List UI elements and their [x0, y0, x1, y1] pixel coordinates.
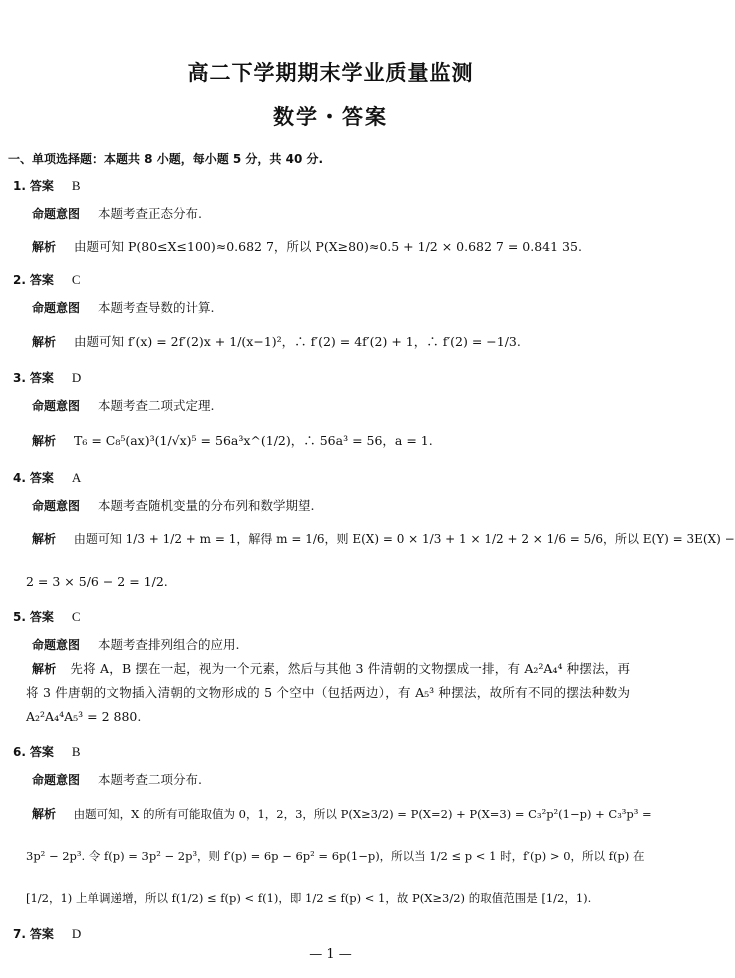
question-5-answer-line — [13, 609, 81, 625]
analysis-label: 解析 — [32, 532, 57, 546]
intent-label: 命题意图 — [32, 638, 81, 652]
section-heading: 一、单项选择题：本题共 8 小题，每小题 5 分，共 40 分. — [8, 152, 324, 166]
answer-label: 答案 — [29, 371, 54, 385]
question-4-analysis — [32, 531, 735, 547]
intent-text: 本题考查正态分布. — [98, 206, 202, 221]
analysis-label: 解析 — [32, 335, 57, 349]
analysis-label: 解析 — [32, 240, 57, 254]
question-6-intent — [32, 772, 202, 788]
question-3-answer-line — [13, 370, 81, 386]
analysis-label: 解析 — [32, 434, 57, 448]
intent-text: 本题考查排列组合的应用. — [98, 637, 240, 652]
answer-value: D — [71, 370, 82, 385]
question-6-analysis-continued-2: [1/2，1) 上单调递增，所以 f(1/2) ≤ f(p) < f(1)，即 1/2 ≤ f(p) < 1，故 P(X≥3/2) 的取值范围是 [1/2，1). — [26, 891, 592, 905]
analysis-text: 先将 A，B 摆在一起，视为一个元素，然后与其他 3 件清朝的文物摆成一排，有 A₂²A₄⁴ 种摆法，再将 3 件唐朝的文物插入清朝的文物形成的 5 个空中（包括两边），有 A₅³ 种摆法，故所有不同的摆法种数为 A₂²A₄⁴A₅³ = 2 880. — [26, 661, 630, 724]
intent-label: 命题意图 — [32, 499, 81, 513]
question-1-intent — [32, 206, 202, 222]
question-5-intent — [32, 637, 239, 653]
intent-text: 本题考查随机变量的分布列和数学期望. — [98, 498, 315, 513]
question-2-answer-line — [13, 272, 81, 288]
intent-label: 命题意图 — [32, 399, 81, 413]
answer-value: B — [71, 178, 81, 193]
analysis-text: 由题可知 P(80≤X≤100)≈0.682 7，所以 P(X≥80)≈0.5 + 1/2 × 0.682 7 = 0.841 35. — [74, 239, 582, 254]
question-number: 1. — [13, 179, 26, 193]
question-number: 3. — [13, 371, 26, 385]
answer-label: 答案 — [29, 927, 54, 941]
question-3-analysis — [32, 433, 433, 449]
question-7-answer-line — [13, 926, 81, 942]
question-4-analysis-continued: 2 = 3 × 5/6 − 2 = 1/2. — [26, 574, 168, 589]
analysis-text: 由题可知，X 的所有可能取值为 0，1，2，3，所以 P(X≥3/2) = P(X=2) + P(X=3) = C₃²p²(1−p) + C₃³p³ = — [73, 807, 652, 821]
answer-value: D — [71, 926, 82, 941]
question-2-analysis — [32, 334, 521, 350]
question-number: 6. — [13, 745, 26, 759]
answer-value: C — [71, 609, 81, 624]
question-number: 7. — [13, 927, 26, 941]
question-number: 2. — [13, 273, 26, 287]
question-number: 5. — [13, 610, 26, 624]
question-1-analysis — [32, 239, 582, 255]
page-title: 高二下学期期末学业质量监测 — [187, 61, 474, 85]
question-1-answer-line — [13, 178, 81, 194]
answer-label: 答案 — [29, 610, 54, 624]
intent-label: 命题意图 — [32, 207, 81, 221]
question-4-answer-line — [13, 470, 81, 486]
answer-value: A — [71, 470, 82, 485]
analysis-text: T₆ = C₈⁵(ax)³(1/√x)⁵ = 56a³x^(1/2)，∴ 56a³ = 56，a = 1. — [74, 433, 433, 448]
question-4-intent — [32, 498, 314, 514]
analysis-text: 由题可知 f′(x) = 2f′(2)x + 1/(x−1)²，∴ f′(2) = 4f′(2) + 1，∴ f′(2) = −1/3. — [74, 334, 521, 349]
page-subtitle: 数学・答案 — [273, 105, 388, 129]
intent-label: 命题意图 — [32, 773, 81, 787]
analysis-label: 解析 — [32, 807, 57, 821]
question-6-analysis-continued: 3p² − 2p³. 令 f(p) = 3p² − 2p³，则 f′(p) = 6p − 6p² = 6p(1−p)，所以当 1/2 ≤ p < 1 时，f′(p) > 0，所以 f(p) 在 — [26, 849, 645, 863]
analysis-text: 由题可知 1/3 + 1/2 + m = 1，解得 m = 1/6，则 E(X) = 0 × 1/3 + 1 × 1/2 + 2 × 1/6 = 5/6，所以 E(Y) = 3E(X) − — [73, 532, 735, 546]
answer-label: 答案 — [29, 179, 54, 193]
question-6-answer-line — [13, 744, 81, 760]
question-3-intent — [32, 398, 214, 414]
intent-label: 命题意图 — [32, 301, 81, 315]
answer-value: C — [71, 272, 81, 287]
answer-label: 答案 — [29, 745, 54, 759]
question-5-analysis — [26, 657, 630, 729]
intent-text: 本题考查二项分布. — [98, 772, 202, 787]
intent-text: 本题考查导数的计算. — [98, 300, 215, 315]
intent-text: 本题考查二项式定理. — [98, 398, 215, 413]
analysis-label: 解析 — [32, 662, 57, 676]
answer-value: B — [71, 744, 81, 759]
question-number: 4. — [13, 471, 26, 485]
question-2-intent — [32, 300, 214, 316]
page-number: — 1 — — [309, 947, 352, 962]
question-6-analysis — [32, 806, 652, 822]
answer-label: 答案 — [29, 273, 54, 287]
answer-label: 答案 — [29, 471, 54, 485]
